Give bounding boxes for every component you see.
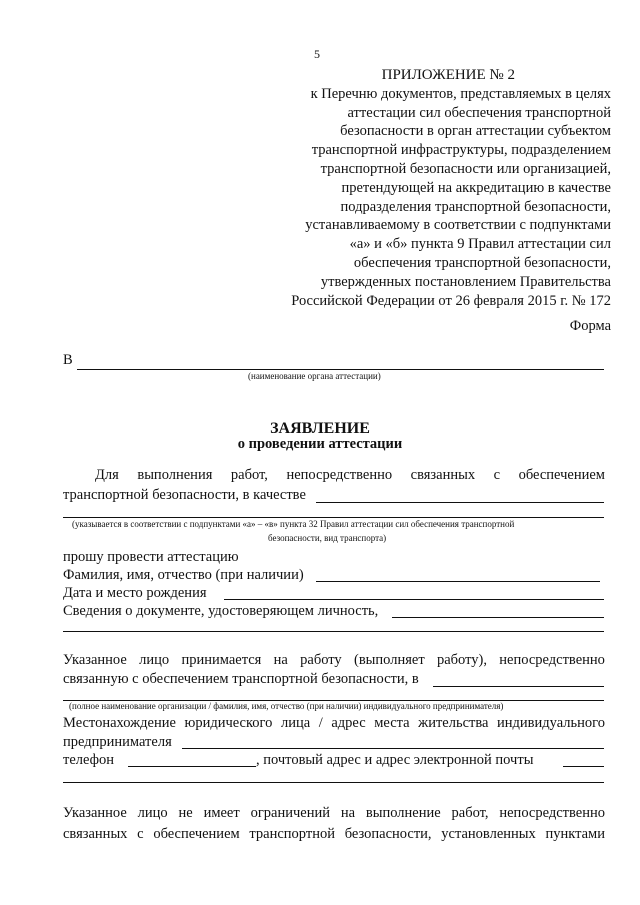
para1-caption-line1: (указывается в соответствии с подпунктами «а» – «в» пункта 32 Правил аттестации сил обеспечения транспортной — [72, 519, 515, 529]
birth-label: Дата и место рождения — [63, 585, 207, 601]
address-word: Местонахождение — [63, 715, 176, 731]
para2-word: (выполняет — [353, 652, 425, 668]
para3-word: работ, — [451, 805, 489, 821]
address-word: жительства — [418, 715, 489, 731]
mail-field-line2[interactable] — [63, 782, 604, 783]
address-word: / — [318, 715, 323, 731]
id-doc-label: Сведения о документе, удостоверяющем личность, — [63, 603, 379, 619]
address-line1 — [63, 715, 605, 732]
para3-word: непосредственно — [499, 805, 605, 821]
para2-word: принимается — [181, 652, 262, 668]
page-number: 5 — [314, 47, 320, 61]
para2-word: непосредственно — [499, 652, 605, 668]
appendix-line: аттестации сил обеспечения транспортной — [347, 104, 611, 121]
address-field[interactable] — [182, 748, 604, 749]
para3-word: Указанное — [63, 805, 127, 821]
para3-word: ограничений — [250, 805, 330, 821]
appendix-title: ПРИЛОЖЕНИЕ № 2 — [381, 67, 515, 83]
para3-word: связанных — [63, 826, 128, 842]
para2-word: Указанное — [63, 652, 127, 668]
appendix-line: устанавливаемому в соответствии с подпунктами — [305, 217, 611, 234]
fio-label: Фамилия, имя, отчество (при наличии) — [63, 567, 304, 583]
para2-line1 — [63, 652, 605, 669]
mail-label: , почтовый адрес и адрес электронной почты — [256, 752, 534, 768]
appendix-line: претендующей на аккредитацию в качестве — [341, 179, 611, 196]
employer-field[interactable] — [433, 686, 604, 687]
document-subtitle: о проведении аттестации — [237, 436, 403, 452]
addressee-caption: (наименование органа аттестации) — [248, 371, 381, 381]
address-word: лица — [280, 715, 311, 731]
address-word: места — [374, 715, 410, 731]
appendix-line: транспортной инфраструктуры, подразделением — [311, 142, 611, 159]
appendix-line: к Перечню документов, представляемых в целях — [310, 85, 611, 102]
appendix-line: транспортной безопасности или организацией, — [320, 160, 611, 177]
addressee-field[interactable] — [77, 369, 604, 370]
birth-field[interactable] — [224, 599, 604, 600]
para3-line1 — [63, 805, 605, 822]
para1-caption-line2: безопасности, вид транспорта) — [268, 533, 387, 543]
para1-word: обеспечением — [518, 467, 605, 483]
para3-word: с — [137, 826, 144, 842]
role-field-line2[interactable] — [63, 517, 604, 518]
para1-word: непосредственно — [286, 467, 393, 483]
para3-word: безопасности, — [344, 826, 432, 842]
para3-word: выполнение — [365, 805, 441, 821]
para2-word: работу), — [436, 652, 487, 668]
appendix-line: обеспечения транспортной безопасности, — [353, 254, 611, 271]
para2-word: на — [273, 652, 288, 668]
id-doc-field-line2[interactable] — [63, 631, 604, 632]
para1-word: выполнения — [137, 467, 213, 483]
employer-caption: (полное наименование организации / фамилия, имя, отчество (при наличии) индивидуального предпринимателя) — [69, 701, 504, 711]
phone-label: телефон — [63, 752, 115, 768]
para3-word: имеет — [203, 805, 240, 821]
request-text: прошу провести аттестацию — [63, 549, 239, 565]
address-word: юридического — [184, 715, 273, 731]
address-word: адрес — [331, 715, 366, 731]
appendix-header — [291, 66, 611, 310]
mail-field[interactable] — [563, 766, 604, 767]
para1-word: Для — [95, 467, 119, 483]
appendix-line: «а» и «б» пункта 9 Правил аттестации сил — [349, 236, 611, 253]
form-label: Форма — [569, 318, 611, 334]
role-field[interactable] — [316, 502, 604, 503]
phone-field[interactable] — [128, 766, 256, 767]
appendix-line: безопасности в орган аттестации субъектом — [340, 123, 611, 140]
document-title: ЗАЯВЛЕНИЕ — [270, 420, 370, 437]
addressee-prefix: В — [63, 352, 73, 368]
para3-word: транспортной — [249, 826, 335, 842]
para3-line2 — [63, 826, 605, 843]
para3-word: обеспечением — [153, 826, 240, 842]
para3-word: установленных — [441, 826, 536, 842]
para1-line2: транспортной безопасности, в качестве — [63, 487, 306, 503]
para3-word: на — [340, 805, 356, 821]
para2-line2: связанную с обеспечением транспортной безопасности, в — [63, 671, 419, 687]
para3-word: не — [178, 805, 193, 821]
address-word: индивидуального — [497, 715, 605, 731]
para1-word: с — [493, 467, 501, 483]
para1-line1 — [95, 467, 605, 484]
para2-word: работу — [300, 652, 342, 668]
para1-word: связанных — [410, 467, 476, 483]
para1-word: работ, — [230, 467, 268, 483]
para3-word: лицо — [137, 805, 168, 821]
fio-field[interactable] — [316, 581, 600, 582]
id-doc-field[interactable] — [392, 617, 604, 618]
appendix-line: подразделения транспортной безопасности, — [340, 198, 611, 215]
address-line2: предпринимателя — [63, 734, 172, 750]
appendix-line: утвержденных постановлением Правительства — [320, 273, 611, 290]
para3-word: пунктами — [545, 826, 605, 842]
para2-word: лицо — [139, 652, 170, 668]
appendix-line: Российской Федерации от 26 февраля 2015 г. № 172 — [291, 292, 611, 309]
